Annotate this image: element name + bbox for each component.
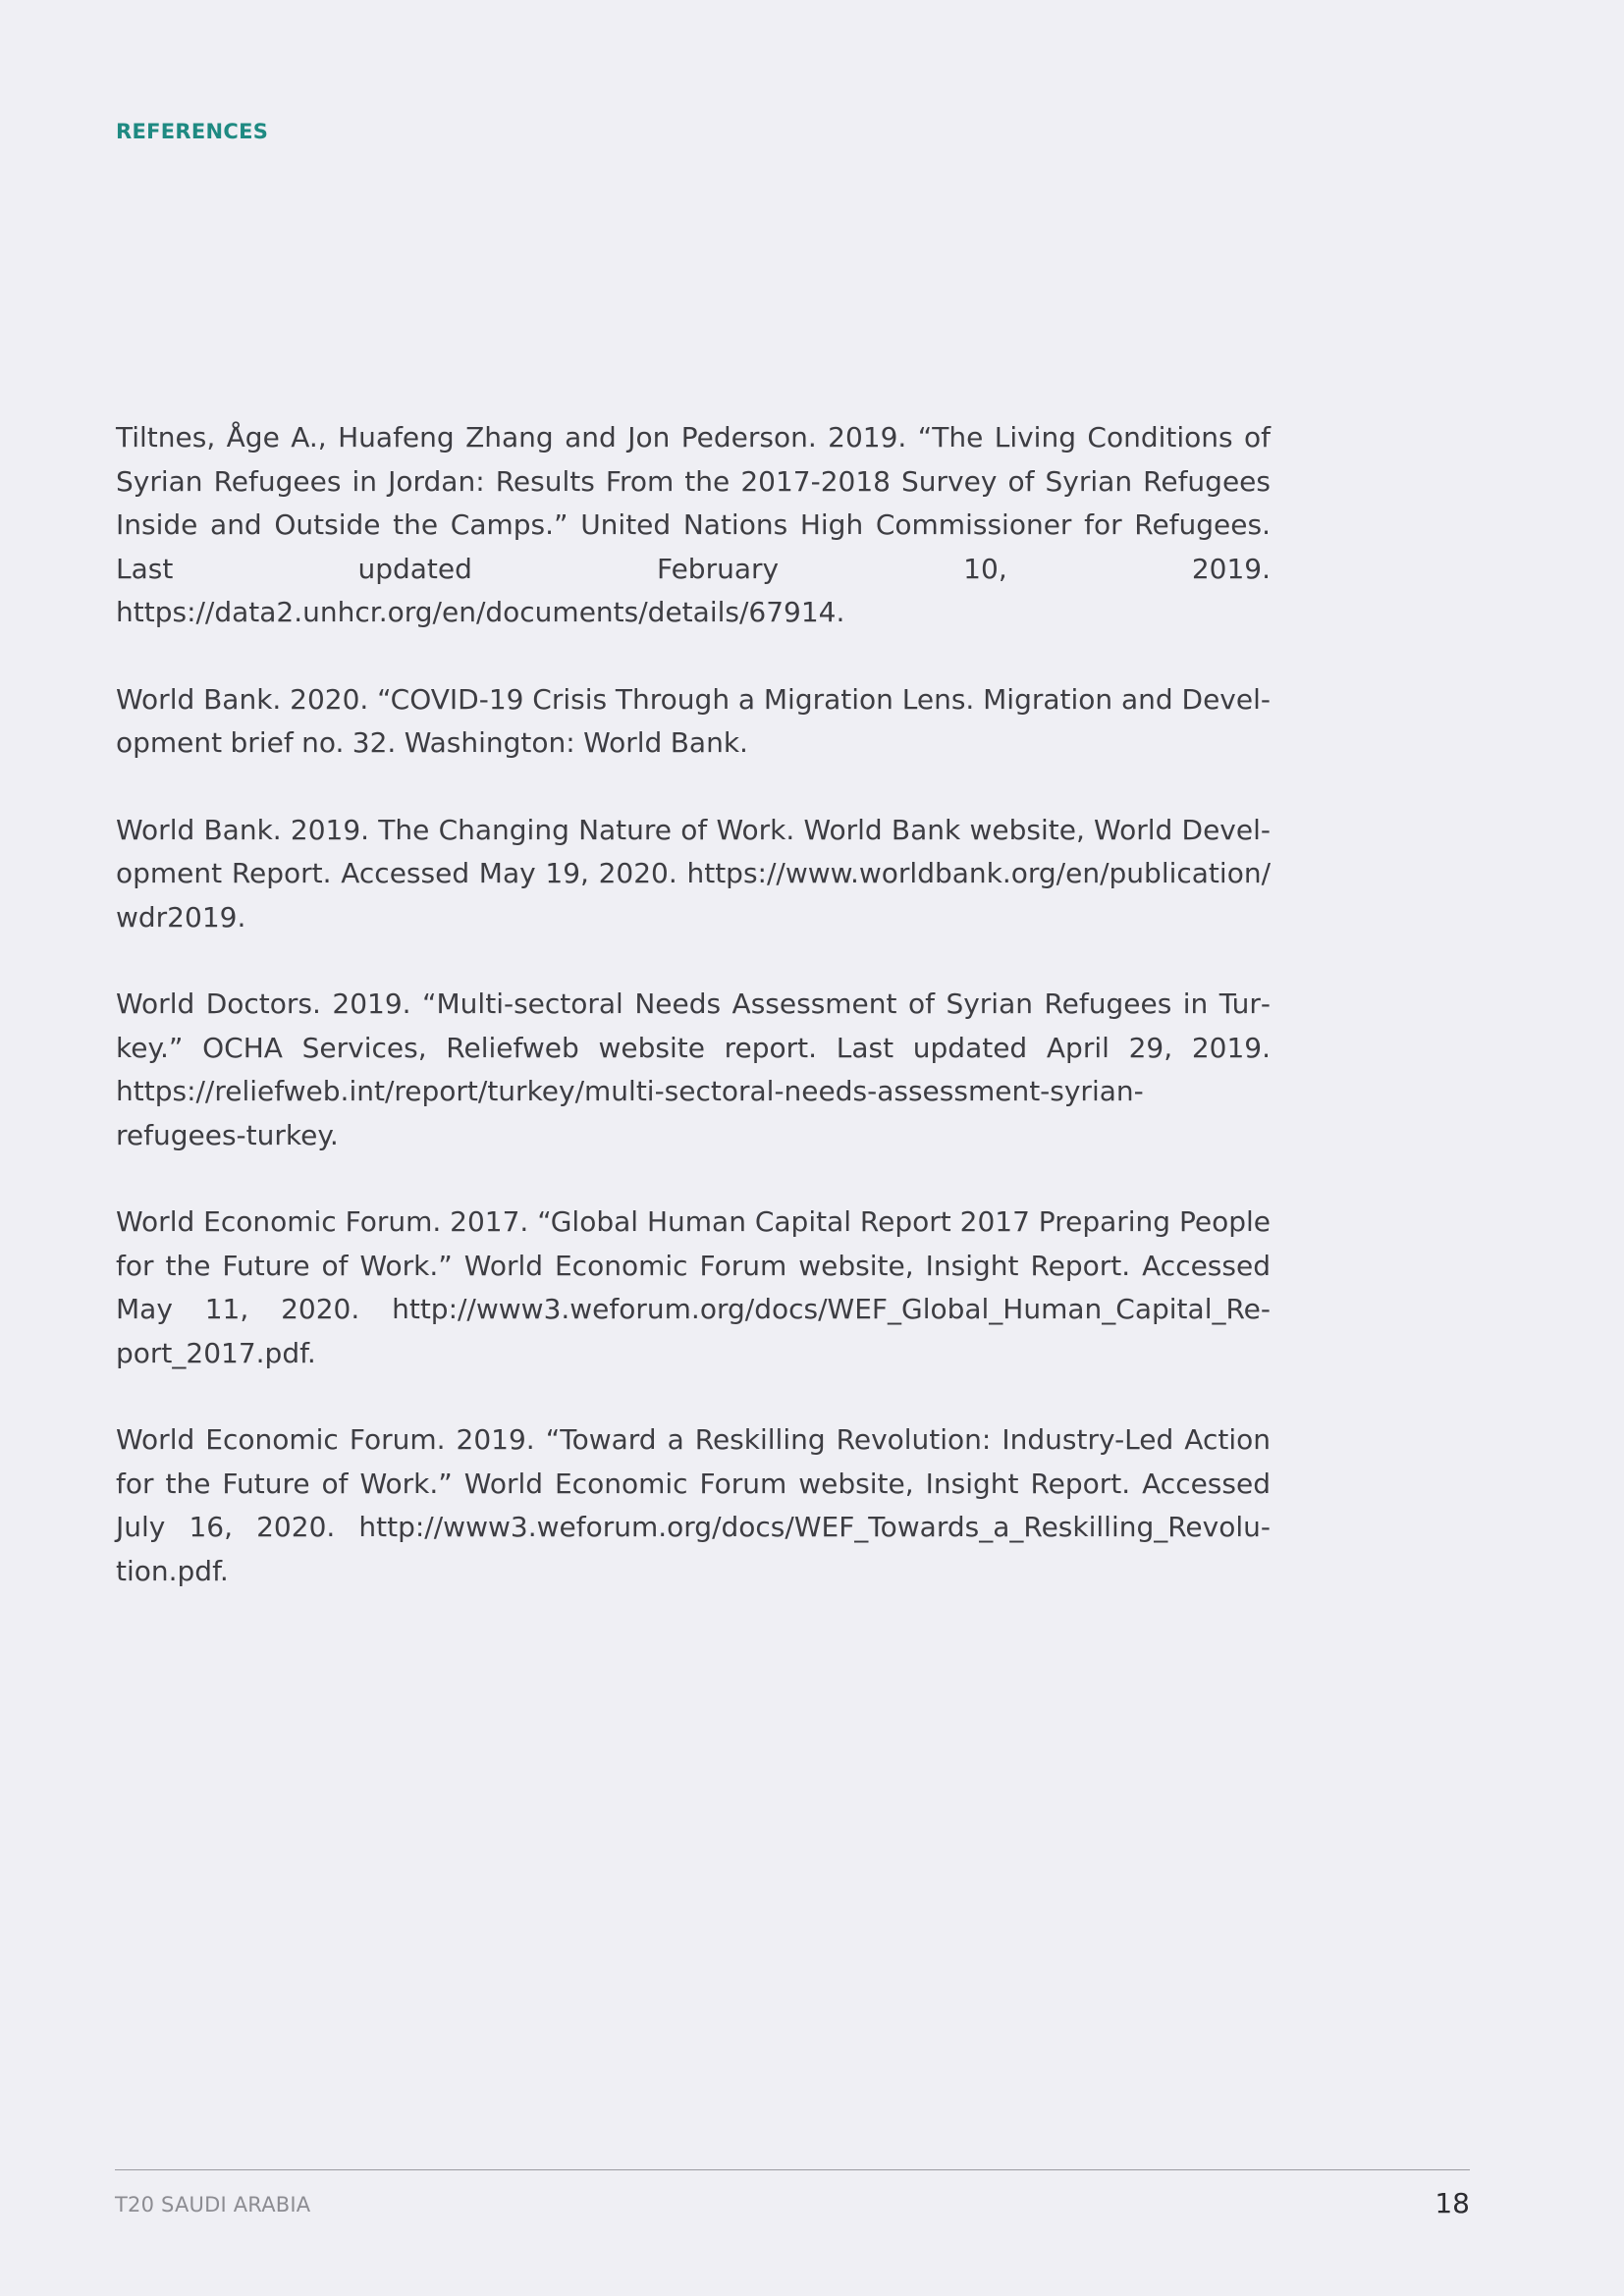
reference-entry: Tiltnes, Åge A., Huafeng Zhang and Jon Pederson. 2019. “The Living Conditions of Syrian Refugees in Jordan: Results From the 2017-2018 Survey of Syrian Refugees Inside and Outside the Camps.” United Nations High Commissioner for Refugees. Last updated February 10, 2019. https://data2.unhcr.org/en/documents/details/67914. (116, 421, 1271, 628)
reference-entry: World Doctors. 2019. “Multi-sectoral Needs Assessment of Syrian Refugees in Turkey.” OCHA Services, Reliefweb website report. Last updated April 29, 2019. https://reliefweb.int/report/turkey/multi-sectoral-needs-assessment-syrian-refugees-turkey. (116, 988, 1271, 1151)
reference-entry: World Economic Forum. 2019. “Toward a Reskilling Revolution: Industry-Led Action for the Future of Work.” World Economic Forum website, Insight Report. Accessed July 16, 2020. http://www3.weforum.org/docs/WEF_Towards_a_Reskilling_Revolution.pdf. (116, 1423, 1271, 1587)
footer-divider (115, 2169, 1470, 2170)
reference-entry: World Bank. 2019. The Changing Nature of Work. World Bank website, World Development Report. Accessed May 19, 2020. https://www.worldbank.org/en/publication/ wdr2019. (116, 813, 1271, 934)
page-number: 18 (1435, 2187, 1470, 2219)
reference-list (116, 416, 1271, 1636)
section-label: REFERENCES (116, 120, 269, 143)
reference-entry: World Bank. 2020. “COVID-19 Crisis Through a Migration Lens. Migration and Development brief no. 32. Washington: World Bank. (116, 682, 1271, 759)
footer-publication: T20 SAUDI ARABIA (115, 2193, 311, 2216)
reference-entry: World Economic Forum. 2017. “Global Human Capital Report 2017 Preparing People for the Future of Work.” World Economic Forum website, Insight Report. Accessed May 11, 2020. http://www3.weforum.org/docs/WEF_Global_Human_Capital_Report_2017.pdf. (116, 1205, 1271, 1369)
